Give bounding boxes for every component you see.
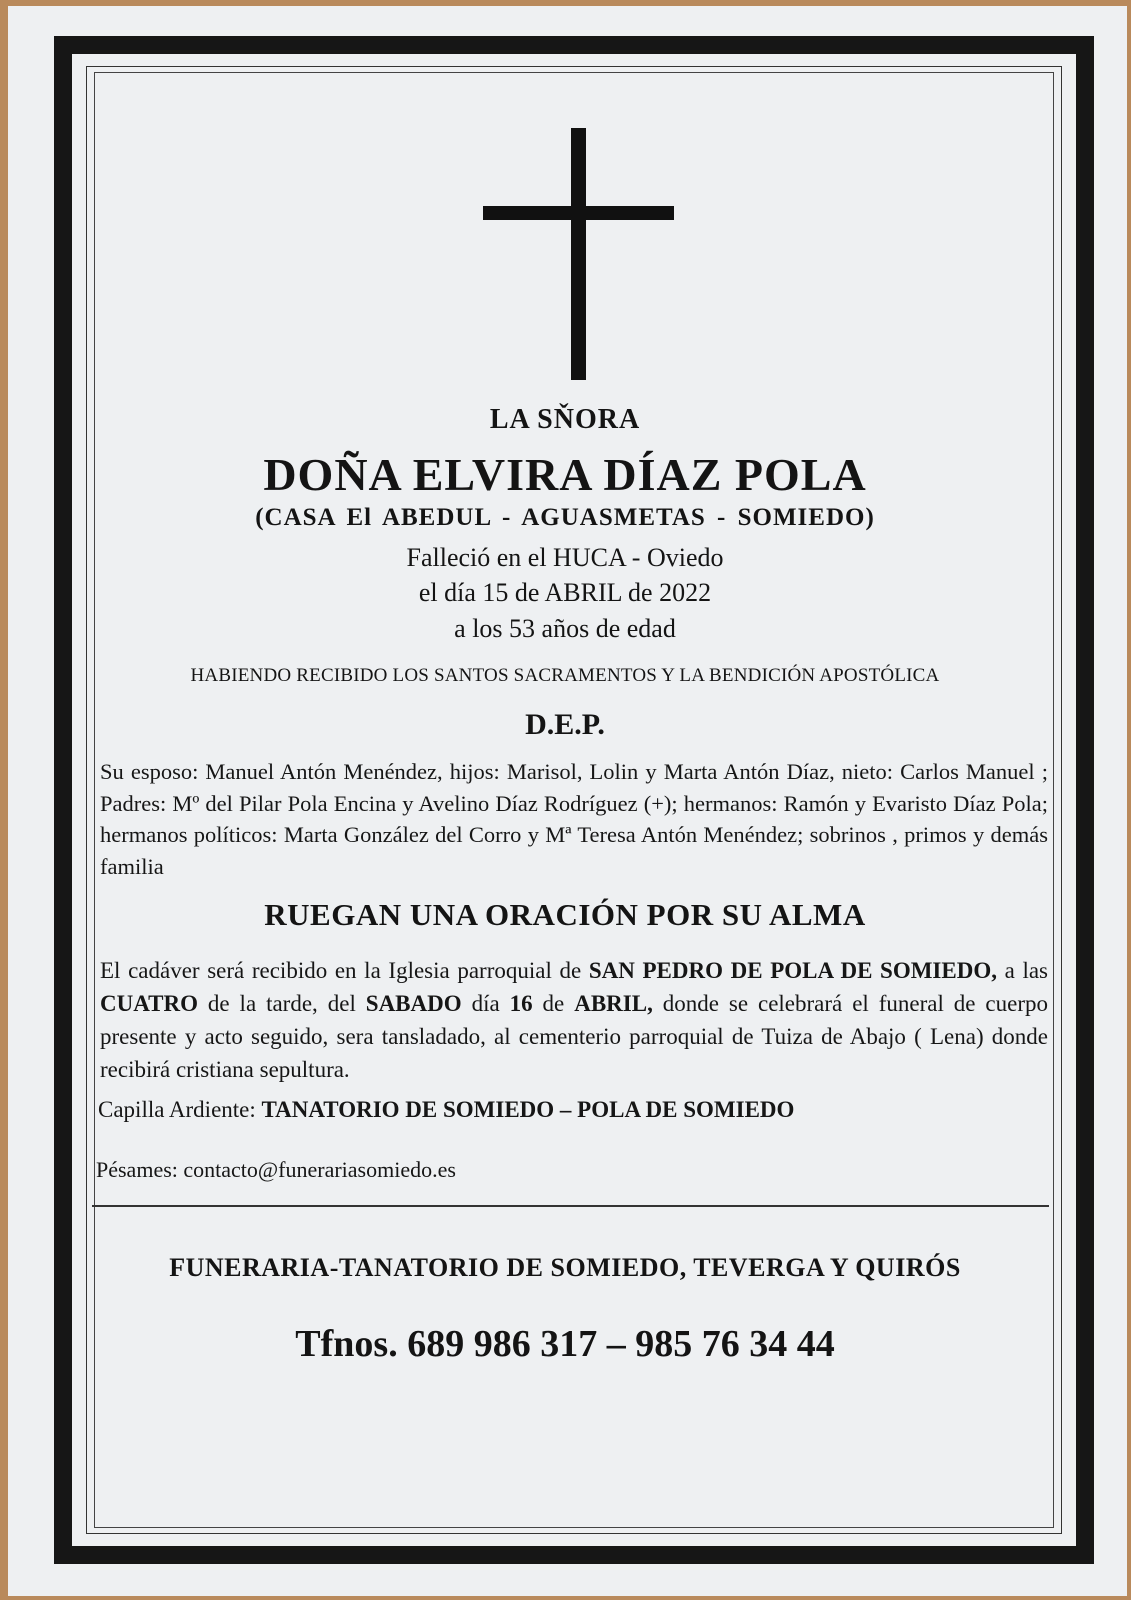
rip-heading: D.E.P.	[525, 708, 605, 741]
condolences-email: contacto@funerariasomiedo.es	[183, 1157, 456, 1182]
divider	[92, 1205, 1049, 1207]
ceremony-text: de	[532, 991, 575, 1016]
funeral-home-name: FUNERARIA-TANATORIO DE SOMIEDO, TEVERGA Y QUIRÓS	[169, 1253, 961, 1282]
ceremony-text: de la tarde, del	[197, 991, 366, 1016]
ceremony-text: a las	[996, 958, 1048, 983]
ceremony-text: El cadáver será recibido en la Iglesia parroquial de	[100, 958, 589, 983]
family-paragraph: Su esposo: Manuel Antón Menéndez, hijos: Marisol, Lolin y Marta Antón Díaz, nieto: Carlos Manuel ; Padres: Mº del Pilar Pola Encina y Avelino Díaz Rodríguez (+); hermanos: Ramón y Evaristo Díaz Pola; hermanos políticos: Marta González del Corro y Mª Teresa Antón Menéndez; sobrinos , primos y demás familia	[100, 759, 1048, 879]
cross-icon-vertical	[571, 128, 586, 380]
ceremony-day: SABADO	[365, 991, 462, 1016]
age: a los 53 años de edad	[454, 614, 676, 643]
condolences-label: Pésames:	[96, 1157, 184, 1182]
phone-numbers: Tfnos. 689 986 317 – 985 76 34 44	[295, 1323, 835, 1365]
ceremony-paragraph	[100, 954, 1048, 1086]
cross-icon-horizontal	[483, 206, 674, 220]
death-place: Falleció en el HUCA - Oviedo	[406, 543, 724, 572]
ceremony-month: ABRIL,	[574, 991, 653, 1016]
sacraments-line: HABIENDO RECIBIDO LOS SANTOS SACRAMENTOS Y LA BENDICIÓN APOSTÓLICA	[190, 665, 940, 686]
house-location: (CASA El ABEDUL - AGUASMETAS - SOMIEDO)	[255, 504, 875, 531]
title-prefix: LA SŇORA	[489, 404, 641, 435]
chapel-line	[98, 1097, 794, 1123]
deceased-name: DOÑA ELVIRA DÍAZ POLA	[263, 449, 867, 500]
ceremony-time: CUATRO	[100, 991, 198, 1016]
death-date: el día 15 de ABRIL de 2022	[418, 578, 712, 607]
chapel-label: Capilla Ardiente:	[98, 1097, 262, 1122]
ceremony-text: donde se celebrará el funeral de cuerpo presente y acto seguido, sera tansladado, al cementerio parroquial de Tuiza de Abajo ( Lena) donde recibirá cristiana sepultura.	[100, 991, 1049, 1082]
prayer-heading: RUEGAN UNA ORACIÓN POR SU ALMA	[264, 897, 866, 932]
condolences-line	[96, 1157, 456, 1183]
ceremony-text: día	[461, 991, 510, 1016]
church-name: SAN PEDRO DE POLA DE SOMIEDO,	[588, 958, 997, 983]
ceremony-day-number: 16	[509, 991, 533, 1016]
chapel-value: TANATORIO DE SOMIEDO – POLA DE SOMIEDO	[261, 1097, 795, 1122]
